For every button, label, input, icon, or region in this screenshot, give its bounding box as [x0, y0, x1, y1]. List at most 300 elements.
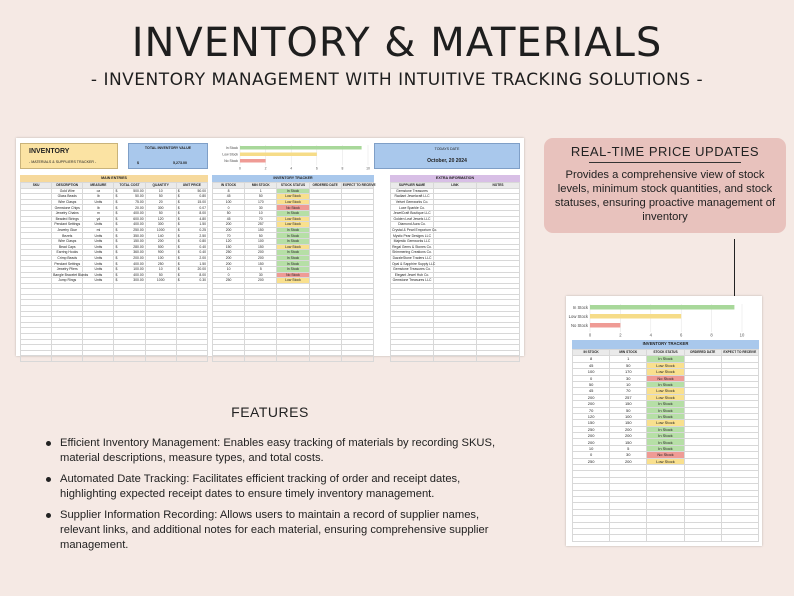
table-header-row: [391, 183, 520, 189]
category-label: In Stock: [225, 146, 238, 150]
x-tick-label: 2: [264, 166, 267, 171]
main-entries-header: [20, 175, 208, 182]
total-value-label: TOTAL INVENTORY VALUE: [144, 146, 192, 150]
empty-row: [391, 356, 520, 362]
supplier-name-cell: Gemstone Treasures LLC: [391, 278, 434, 284]
quantity-cell: 500: [145, 244, 176, 250]
measure-cell: m: [83, 210, 114, 216]
total-cost-value: 400.00: [133, 222, 144, 227]
feature-text: Automated Date Tracking: Facilitates efficient tracking of order and receipt dates, highlighting expected receipt dates to ensure timely inventory management.: [60, 473, 461, 500]
x-tick-label: 6: [315, 166, 318, 171]
in-stock-cell: 8: [213, 188, 245, 194]
supplier-name-cell: Radiant Jewelcraft LLC: [391, 194, 434, 200]
x-tick-label: 10: [366, 166, 370, 171]
quantity-cell: 50: [145, 194, 176, 200]
description-cell: Bezels: [52, 233, 83, 239]
column-header: NOTES: [477, 183, 520, 189]
empty-cell: [610, 535, 647, 541]
supplier-name-cell: Regal Gems & Stones Co.: [392, 244, 432, 249]
unit-price-value: 1.50: [199, 222, 206, 227]
currency-symbol: $: [177, 216, 180, 221]
in-stock-cell: 250: [213, 278, 245, 284]
currency-symbol: $: [115, 256, 118, 261]
currency-symbol: $: [177, 244, 180, 249]
stock-status-cell: No Stock: [277, 272, 309, 278]
quantity-cell: 250: [145, 261, 176, 267]
total-cost-value: 200.00: [133, 256, 144, 261]
subtitle: - INVENTORY MANAGEMENT WITH INTUITIVE TRACKING SOLUTIONS -: [90, 70, 704, 90]
quantity-cell: 100: [145, 255, 176, 261]
empty-cell: [114, 356, 145, 362]
stock-status-cell: Low Stock: [277, 278, 309, 284]
currency-symbol: $: [115, 272, 118, 277]
price-updates-callout: [544, 138, 786, 233]
stock-status-cell: In Stock: [277, 255, 309, 261]
stock-status-cell: Low Stock: [647, 388, 684, 394]
bar-in-stock: [240, 146, 362, 150]
currency-symbol: $: [115, 267, 118, 272]
column-header: SKU: [21, 183, 52, 189]
in-stock-cell: 10: [213, 266, 245, 272]
min-stock-cell: 5: [245, 266, 277, 272]
in-stock-cell: 70: [573, 407, 610, 413]
description-cell: Pendant Settings: [52, 261, 83, 267]
currency-symbol: $: [177, 228, 180, 233]
min-stock-cell: 70: [610, 388, 647, 394]
description-cell: Pendant Settings: [52, 222, 83, 228]
currency-symbol: $: [177, 239, 180, 244]
unit-price-value: 2.50: [199, 233, 206, 238]
stock-status-cell: In Stock: [647, 407, 684, 413]
stock-status-cell: Low Stock: [647, 420, 684, 426]
in-stock-cell: 200: [213, 255, 245, 261]
zoom-tracker-header: [572, 340, 759, 349]
min-stock-cell: 150: [610, 401, 647, 407]
stock-status-cell: In Stock: [277, 238, 309, 244]
min-stock-cell: 30: [245, 272, 277, 278]
min-stock-cell: 200: [245, 255, 277, 261]
min-stock-cell: 30: [610, 375, 647, 381]
currency-symbol: $: [115, 222, 118, 227]
quantity-cell: 20: [145, 199, 176, 205]
stock-status-cell: In Stock: [277, 188, 309, 194]
description-cell: Beaded Strings: [52, 216, 83, 222]
in-stock-cell: 100: [573, 369, 610, 375]
stock-status-cell: In Stock: [647, 356, 684, 362]
total-cost-value: 600.00: [133, 216, 144, 221]
quantity-cell: 900: [145, 250, 176, 256]
bar-low-stock: [590, 314, 681, 319]
total-cost-value: 100.00: [133, 267, 144, 272]
description-cell: Wire Clasps: [52, 238, 83, 244]
total-cost-value: 280.00: [133, 244, 144, 249]
min-stock-cell: 1: [610, 356, 647, 362]
unit-price-value: 0.30: [199, 278, 206, 283]
quantity-cell: 1000: [145, 227, 176, 233]
min-stock-cell: 257: [245, 222, 277, 228]
stock-status-cell: In Stock: [277, 233, 309, 239]
currency-symbol: $: [177, 278, 180, 283]
tracker-table: [212, 182, 374, 362]
stock-status-cell: In Stock: [647, 433, 684, 439]
min-stock-cell: 150: [245, 227, 277, 233]
min-stock-cell: 10: [610, 381, 647, 387]
supplier-name-cell: Diamond Aura Co.: [391, 222, 434, 228]
currency-symbol: $: [177, 222, 180, 227]
total-cost-value: 500.00: [133, 188, 144, 193]
measure-cell: Units: [83, 238, 114, 244]
arrow-line: [734, 239, 735, 299]
x-tick-label: 4: [290, 166, 293, 171]
x-tick-label: 0: [239, 166, 241, 171]
column-header: EXPECT TO RECEIVE: [342, 183, 376, 188]
main-entries-title: MAIN ENTRIES: [101, 176, 127, 180]
column-header: DESCRIPTION: [52, 183, 83, 189]
empty-cell: [309, 356, 341, 362]
column-header: MIN STOCK: [610, 350, 647, 356]
feature-text: Efficient Inventory Management: Enables easy tracking of materials by recording SKUS, material descriptions, measure types, and total costs.: [60, 437, 496, 464]
in-stock-cell: 45: [573, 362, 610, 368]
quantity-cell: 10: [145, 188, 176, 194]
in-stock-cell: 10: [573, 445, 610, 451]
stock-status-cell: In Stock: [277, 250, 309, 256]
bar-no-stock: [590, 323, 620, 328]
measure-cell: Units: [83, 261, 114, 267]
in-stock-cell: 45: [573, 388, 610, 394]
unit-price-value: 50.00: [197, 188, 206, 193]
currency-symbol: $: [115, 216, 118, 221]
supplier-name-cell: Gemstone Treasures Co.: [391, 266, 434, 272]
total-cost-value: 300.00: [133, 278, 144, 283]
description-cell: Gold Wire: [52, 188, 83, 194]
unit-price-value: 1.50: [199, 261, 206, 266]
currency-symbol: $: [115, 228, 118, 233]
currency-symbol: $: [177, 256, 180, 261]
currency-symbol: $: [115, 261, 118, 266]
callout-divider: [589, 162, 741, 163]
description-cell: Crimp Beads: [52, 255, 83, 261]
currency-symbol: $: [177, 205, 180, 210]
quantity-cell: 50: [145, 210, 176, 216]
column-header: IN STOCK: [213, 183, 245, 189]
supplier-name-cell: Mystic Pear Designs LLC: [391, 233, 434, 239]
stock-status-cell: Low Stock: [277, 199, 309, 205]
stock-status-cell: In Stock: [647, 401, 684, 407]
stock-status-cell: No Stock: [277, 205, 309, 211]
min-stock-cell: 100: [610, 413, 647, 419]
empty-cell: [341, 356, 373, 362]
category-label: Low Stock: [222, 152, 238, 157]
empty-cell: [721, 535, 758, 541]
in-stock-cell: 50: [573, 381, 610, 387]
currency-symbol: $: [115, 188, 118, 193]
zoom-tracker-table: [572, 349, 759, 542]
unit-price-value: 8.00: [199, 272, 206, 277]
in-stock-cell: 200: [573, 401, 610, 407]
min-stock-cell: 30: [245, 205, 277, 211]
currency-symbol: $: [115, 233, 118, 238]
in-stock-cell: 150: [573, 420, 610, 426]
min-stock-cell: 200: [610, 458, 647, 464]
stock-status-cell: Low Stock: [277, 216, 309, 222]
in-stock-cell: 250: [213, 250, 245, 256]
currency-symbol: $: [115, 250, 118, 255]
empty-cell: [647, 535, 684, 541]
empty-cell: [52, 356, 83, 362]
zoom-tracker-title: INVENTORY TRACKER: [642, 341, 689, 346]
in-stock-cell: 200: [573, 439, 610, 445]
currency-symbol: $: [115, 211, 118, 216]
supplier-table: [390, 182, 520, 362]
empty-cell: [573, 535, 610, 541]
column-header: EXPECT TO RECEIVE: [721, 350, 758, 356]
measure-cell: Units: [83, 266, 114, 272]
min-stock-cell: 170: [610, 369, 647, 375]
inventory-title-box: [20, 143, 118, 169]
stock-chart: [212, 142, 376, 172]
inventory-subtitle: - MATERIALS & SUPPLIERS TRACKER -: [29, 160, 97, 164]
stock-status-cell: In Stock: [647, 426, 684, 432]
column-header: IN STOCK: [573, 350, 610, 356]
bullet-icon: [46, 441, 51, 446]
in-stock-cell: 200: [213, 222, 245, 228]
total-cost-value: 360.00: [133, 250, 144, 255]
stock-status-cell: Low Stock: [647, 362, 684, 368]
in-stock-cell: 200: [573, 394, 610, 400]
empty-cell: [21, 356, 52, 362]
column-header: ORDERED DATE: [309, 183, 341, 189]
min-stock-cell: 170: [245, 199, 277, 205]
empty-cell: [684, 535, 721, 541]
category-label: No Stock: [224, 159, 238, 163]
min-stock-cell: 50: [610, 407, 647, 413]
unit-price-value: 0.40: [199, 250, 206, 255]
empty-cell: [477, 356, 520, 362]
stock-status-cell: Low Stock: [277, 194, 309, 200]
unit-price-value: 20.00: [197, 267, 206, 272]
in-stock-cell: 45: [213, 216, 245, 222]
total-cost-value: 20.00: [135, 205, 144, 210]
currency-symbol: $: [115, 239, 118, 244]
currency-symbol: $: [177, 267, 180, 272]
column-header: ORDERED DATE: [684, 350, 721, 356]
in-stock-cell: 0: [573, 452, 610, 458]
date-label: TODAYS DATE: [434, 147, 460, 151]
total-cost-value: 350.00: [133, 233, 144, 238]
empty-cell: [145, 356, 176, 362]
total-value-box: [128, 143, 208, 169]
total-cost-value: 400.00: [133, 261, 144, 266]
supplier-name-cell: DazzleStone Traders LLC: [391, 255, 434, 261]
bar-in-stock: [590, 305, 734, 310]
column-header: STOCK STATUS: [647, 350, 684, 356]
measure-cell: Units: [83, 255, 114, 261]
bar-low-stock: [240, 153, 317, 157]
description-cell: Jump Rings: [52, 278, 83, 284]
quantity-cell: 50: [145, 272, 176, 278]
in-stock-cell: 50: [213, 210, 245, 216]
stock-status-cell: In Stock: [647, 445, 684, 451]
description-cell: Jewelry Glue: [52, 227, 83, 233]
stock-status-cell: No Stock: [647, 452, 684, 458]
min-stock-cell: 50: [245, 233, 277, 239]
currency-symbol: $: [115, 278, 118, 283]
features-title: FEATURES: [231, 404, 309, 420]
quantity-cell: 120: [145, 216, 176, 222]
stock-status-cell: Low Stock: [647, 369, 684, 375]
in-stock-cell: 250: [573, 426, 610, 432]
stock-status-cell: Low Stock: [647, 458, 684, 464]
currency-symbol: $: [115, 200, 118, 205]
measure-cell: Units: [83, 250, 114, 256]
bullet-icon: [46, 513, 51, 518]
column-header: LINK: [434, 183, 477, 189]
empty-cell: [176, 356, 207, 362]
in-stock-cell: 100: [213, 199, 245, 205]
date-box: [374, 143, 520, 169]
min-stock-cell: 200: [245, 278, 277, 284]
callout-title: REAL-TIME PRICE UPDATES: [570, 144, 760, 159]
quantity-cell: 200: [145, 238, 176, 244]
in-stock-cell: 200: [213, 227, 245, 233]
supplier-name-cell: Gemstone Treasures: [391, 188, 434, 194]
column-header: MIN STOCK: [245, 183, 277, 189]
feature-item: [44, 436, 518, 466]
min-stock-cell: 10: [245, 210, 277, 216]
min-stock-cell: 150: [245, 261, 277, 267]
tracker-zoom-preview: [566, 296, 762, 546]
empty-cell: [245, 356, 277, 362]
in-stock-cell: 250: [573, 458, 610, 464]
currency-symbol: $: [177, 211, 180, 216]
total-currency: $: [137, 161, 139, 165]
x-tick-label: 0: [588, 332, 592, 338]
x-tick-label: 4: [649, 332, 652, 338]
measure-cell: lb: [83, 205, 114, 211]
quantity-cell: 140: [145, 233, 176, 239]
currency-symbol: $: [177, 272, 180, 277]
column-header: TOTAL COST: [114, 183, 145, 189]
empty-cell: [83, 356, 114, 362]
feature-item: [44, 472, 518, 502]
measure-cell: Units: [83, 222, 114, 228]
total-cost-value: 75.00: [135, 200, 144, 205]
currency-symbol: $: [177, 194, 180, 199]
total-cost-value: 50.00: [135, 194, 144, 199]
empty-cell: [277, 356, 309, 362]
min-stock-cell: 200: [610, 433, 647, 439]
main-entries-table: [20, 182, 208, 362]
column-header: MEASURE: [83, 183, 114, 189]
x-tick-label: 8: [710, 332, 713, 338]
unit-price-value: 0.80: [199, 194, 206, 199]
measure-cell: Units: [83, 199, 114, 205]
total-value: 5,273.00: [173, 161, 187, 165]
unit-price-value: 0.07: [199, 205, 206, 210]
stock-status-cell: Low Stock: [277, 222, 309, 228]
spreadsheet-preview: [16, 138, 524, 356]
unit-price-value: 0.40: [199, 244, 206, 249]
in-stock-cell: 200: [573, 433, 610, 439]
category-label: No Stock: [571, 323, 588, 328]
description-cell: Gemstone Chips: [52, 205, 83, 211]
description-cell: Jewelry Chains: [52, 210, 83, 216]
empty-row: [21, 356, 208, 362]
in-stock-cell: 200: [213, 261, 245, 267]
main-title: INVENTORY & MATERIALS: [131, 20, 663, 66]
stock-status-cell: In Stock: [647, 381, 684, 387]
category-label: In Stock: [572, 305, 588, 310]
supplier-name-cell: Golden Leaf Jewels LLC: [391, 216, 434, 222]
empty-row: [573, 535, 759, 541]
unit-price-value: 8.00: [199, 211, 206, 216]
currency-symbol: $: [177, 233, 180, 238]
min-stock-cell: 5: [610, 445, 647, 451]
in-stock-cell: 45: [213, 194, 245, 200]
currency-symbol: $: [177, 261, 180, 266]
unit-price-value: 15.00: [197, 200, 206, 205]
min-stock-cell: 1: [245, 188, 277, 194]
unit-price-value: 0.25: [199, 228, 206, 233]
unit-price-value: 0.80: [199, 239, 206, 244]
min-stock-cell: 200: [610, 426, 647, 432]
total-cost-value: 150.00: [133, 239, 144, 244]
quantity-cell: 300: [145, 205, 176, 211]
supplier-name-cell: Crystal & Pearl Emporium Co.: [392, 228, 438, 233]
total-cost-value: 250.00: [133, 228, 144, 233]
in-stock-cell: 0: [573, 375, 610, 381]
total-cost-value: 400.00: [133, 211, 144, 216]
in-stock-cell: 0: [213, 205, 245, 211]
unit-price-value: 2.00: [199, 256, 206, 261]
stock-status-cell: In Stock: [277, 210, 309, 216]
currency-symbol: $: [115, 244, 118, 249]
min-stock-cell: 200: [245, 250, 277, 256]
quantity-cell: 300: [145, 222, 176, 228]
features-list: [44, 436, 518, 559]
currency-symbol: $: [177, 250, 180, 255]
measure-cell: Units: [83, 278, 114, 284]
callout-body: Provides a comprehensive view of stock levels, minimum stock quantities, and stock statuses, ensuring proactive management of inventory: [554, 169, 776, 223]
bullet-icon: [46, 477, 51, 482]
currency-symbol: $: [115, 205, 118, 210]
stock-status-cell: In Stock: [647, 413, 684, 419]
currency-symbol: $: [177, 200, 180, 205]
stock-status-cell: In Stock: [277, 227, 309, 233]
min-stock-cell: 100: [245, 238, 277, 244]
extra-title: EXTRA INFORMATION: [435, 176, 475, 180]
stock-status-cell: Low Stock: [277, 244, 309, 250]
min-stock-cell: 50: [610, 362, 647, 368]
currency-symbol: $: [115, 194, 118, 199]
supplier-name-cell: JewelCraft Boutique LLC: [391, 210, 434, 216]
supplier-name-cell: Velvet Gemworks Co.: [391, 199, 434, 205]
measure-cell: yd: [83, 216, 114, 222]
description-cell: Bangle Bracelet Blanks: [53, 272, 89, 277]
measure-cell: Units: [83, 233, 114, 239]
category-label: Low Stock: [568, 314, 588, 319]
description-cell: Bead Caps: [52, 244, 83, 250]
column-header: SUPPLIER NAME: [391, 183, 434, 189]
empty-cell: [434, 356, 477, 362]
date-value: October, 20 2024: [427, 158, 467, 164]
inventory-title: INVENTORY: [29, 148, 70, 155]
feature-item: [44, 508, 518, 553]
in-stock-cell: 150: [213, 244, 245, 250]
currency-symbol: $: [177, 188, 180, 193]
description-cell: Earring Hooks: [52, 250, 83, 256]
measure-cell: lb: [83, 194, 114, 200]
